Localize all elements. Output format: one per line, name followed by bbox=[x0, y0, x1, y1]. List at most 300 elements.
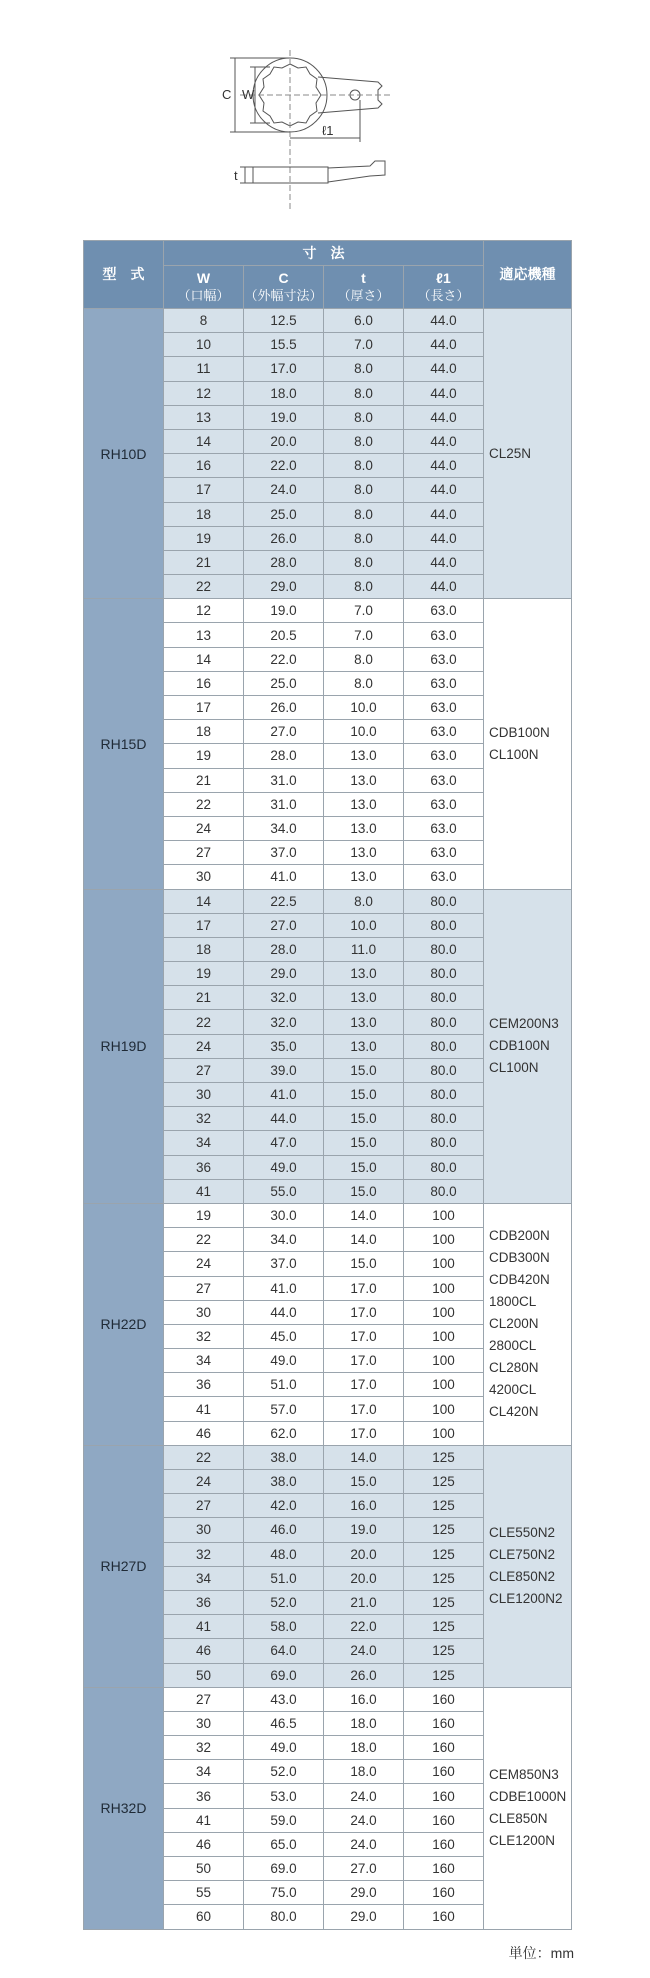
t-cell: 22.0 bbox=[324, 1615, 404, 1639]
w-cell: 19 bbox=[164, 962, 244, 986]
w-cell: 30 bbox=[164, 1083, 244, 1107]
t-label: t bbox=[234, 168, 238, 183]
w-cell: 19 bbox=[164, 526, 244, 550]
t-cell: 14.0 bbox=[324, 1203, 404, 1227]
machine-name: CLE550N2 bbox=[489, 1525, 556, 1541]
header-model: 型 式 bbox=[84, 241, 164, 309]
model-cell: RH22D bbox=[84, 1203, 164, 1445]
header-dimensions: 寸 法 bbox=[164, 241, 484, 266]
c-cell: 22.5 bbox=[244, 889, 324, 913]
header-w-sym: W bbox=[196, 270, 211, 286]
l1-cell: 160 bbox=[404, 1711, 484, 1735]
t-cell: 24.0 bbox=[324, 1808, 404, 1832]
machine-name: CLE850N bbox=[489, 1811, 548, 1827]
l1-cell: 125 bbox=[404, 1542, 484, 1566]
t-cell: 8.0 bbox=[324, 478, 404, 502]
l1-cell: 44.0 bbox=[404, 502, 484, 526]
c-cell: 34.0 bbox=[244, 816, 324, 840]
l1-cell: 100 bbox=[404, 1228, 484, 1252]
t-cell: 17.0 bbox=[324, 1300, 404, 1324]
w-cell: 46 bbox=[164, 1421, 244, 1445]
table-row bbox=[84, 889, 572, 913]
l1-cell: 80.0 bbox=[404, 913, 484, 937]
t-cell: 13.0 bbox=[324, 768, 404, 792]
c-cell: 37.0 bbox=[244, 1252, 324, 1276]
l1-cell: 125 bbox=[404, 1615, 484, 1639]
w-cell: 24 bbox=[164, 1252, 244, 1276]
l1-cell: 125 bbox=[404, 1639, 484, 1663]
model-cell: RH19D bbox=[84, 889, 164, 1203]
c-cell: 57.0 bbox=[244, 1397, 324, 1421]
w-cell: 17 bbox=[164, 696, 244, 720]
t-cell: 8.0 bbox=[324, 550, 404, 574]
unit-note: 単位：mm bbox=[508, 1945, 574, 1961]
c-cell: 49.0 bbox=[244, 1736, 324, 1760]
t-cell: 13.0 bbox=[324, 792, 404, 816]
t-cell: 13.0 bbox=[324, 744, 404, 768]
c-cell: 26.0 bbox=[244, 526, 324, 550]
machine-name: CL25N bbox=[489, 445, 532, 461]
w-cell: 24 bbox=[164, 1034, 244, 1058]
t-cell: 13.0 bbox=[324, 1034, 404, 1058]
l1-cell: 63.0 bbox=[404, 768, 484, 792]
header-w-desc: （口幅） bbox=[177, 288, 230, 303]
t-cell: 13.0 bbox=[324, 865, 404, 889]
table-row bbox=[84, 1203, 572, 1227]
c-cell: 69.0 bbox=[244, 1857, 324, 1881]
l1-cell: 100 bbox=[404, 1203, 484, 1227]
t-cell: 15.0 bbox=[324, 1107, 404, 1131]
model-cell: RH32D bbox=[84, 1687, 164, 1929]
machine-name: CL200N bbox=[489, 1316, 539, 1332]
l1-cell: 44.0 bbox=[404, 550, 484, 574]
machine-name: CLE850N2 bbox=[489, 1569, 556, 1585]
c-cell: 75.0 bbox=[244, 1881, 324, 1905]
machines-cell bbox=[484, 309, 572, 599]
l1-cell: 125 bbox=[404, 1470, 484, 1494]
w-cell: 36 bbox=[164, 1590, 244, 1614]
c-cell: 44.0 bbox=[244, 1300, 324, 1324]
c-cell: 41.0 bbox=[244, 865, 324, 889]
w-cell: 8 bbox=[164, 309, 244, 333]
t-cell: 11.0 bbox=[324, 937, 404, 961]
c-cell: 32.0 bbox=[244, 986, 324, 1010]
w-cell: 21 bbox=[164, 768, 244, 792]
machine-name: CL100N bbox=[489, 1060, 539, 1076]
t-cell: 15.0 bbox=[324, 1083, 404, 1107]
c-cell: 25.0 bbox=[244, 671, 324, 695]
c-cell: 46.5 bbox=[244, 1711, 324, 1735]
c-cell: 28.0 bbox=[244, 744, 324, 768]
c-cell: 22.0 bbox=[244, 647, 324, 671]
c-cell: 19.0 bbox=[244, 599, 324, 623]
t-cell: 8.0 bbox=[324, 889, 404, 913]
l1-cell: 63.0 bbox=[404, 792, 484, 816]
l1-cell: 160 bbox=[404, 1687, 484, 1711]
c-cell: 34.0 bbox=[244, 1228, 324, 1252]
l1-cell: 44.0 bbox=[404, 357, 484, 381]
c-cell: 49.0 bbox=[244, 1349, 324, 1373]
w-cell: 22 bbox=[164, 575, 244, 599]
machine-name: CEM850N3 bbox=[489, 1767, 559, 1783]
header-t-sym: t bbox=[361, 270, 366, 286]
t-cell: 17.0 bbox=[324, 1276, 404, 1300]
l1-cell: 100 bbox=[404, 1276, 484, 1300]
l1-cell: 80.0 bbox=[404, 1034, 484, 1058]
t-cell: 18.0 bbox=[324, 1736, 404, 1760]
c-cell: 45.0 bbox=[244, 1324, 324, 1348]
w-cell: 34 bbox=[164, 1349, 244, 1373]
l1-cell: 160 bbox=[404, 1736, 484, 1760]
c-cell: 53.0 bbox=[244, 1784, 324, 1808]
t-cell: 17.0 bbox=[324, 1421, 404, 1445]
c-cell: 47.0 bbox=[244, 1131, 324, 1155]
l1-cell: 80.0 bbox=[404, 1179, 484, 1203]
l1-cell: 44.0 bbox=[404, 478, 484, 502]
c-cell: 52.0 bbox=[244, 1590, 324, 1614]
l1-cell: 80.0 bbox=[404, 889, 484, 913]
c-cell: 38.0 bbox=[244, 1445, 324, 1469]
c-cell: 31.0 bbox=[244, 768, 324, 792]
t-cell: 7.0 bbox=[324, 599, 404, 623]
c-cell: 35.0 bbox=[244, 1034, 324, 1058]
w-cell: 18 bbox=[164, 937, 244, 961]
t-cell: 8.0 bbox=[324, 526, 404, 550]
w-cell: 17 bbox=[164, 913, 244, 937]
c-cell: 59.0 bbox=[244, 1808, 324, 1832]
header-c-sym: C bbox=[278, 270, 289, 286]
machine-name: CDB420N bbox=[489, 1272, 550, 1288]
c-cell: 64.0 bbox=[244, 1639, 324, 1663]
t-cell: 7.0 bbox=[324, 623, 404, 647]
t-cell: 13.0 bbox=[324, 841, 404, 865]
t-cell: 13.0 bbox=[324, 816, 404, 840]
l1-cell: 80.0 bbox=[404, 1058, 484, 1082]
c-cell: 62.0 bbox=[244, 1421, 324, 1445]
machine-name: CDBE1000N bbox=[489, 1789, 567, 1805]
w-cell: 41 bbox=[164, 1808, 244, 1832]
l1-cell: 63.0 bbox=[404, 720, 484, 744]
model-cell: RH10D bbox=[84, 309, 164, 599]
c-cell: 41.0 bbox=[244, 1276, 324, 1300]
c-cell: 55.0 bbox=[244, 1179, 324, 1203]
t-cell: 15.0 bbox=[324, 1252, 404, 1276]
c-cell: 44.0 bbox=[244, 1107, 324, 1131]
c-cell: 39.0 bbox=[244, 1058, 324, 1082]
l1-cell: 160 bbox=[404, 1905, 484, 1929]
l1-cell: 160 bbox=[404, 1808, 484, 1832]
t-cell: 15.0 bbox=[324, 1155, 404, 1179]
t-cell: 13.0 bbox=[324, 986, 404, 1010]
w-cell: 50 bbox=[164, 1857, 244, 1881]
t-cell: 10.0 bbox=[324, 913, 404, 937]
w-cell: 34 bbox=[164, 1131, 244, 1155]
c-cell: 65.0 bbox=[244, 1832, 324, 1856]
t-cell: 15.0 bbox=[324, 1058, 404, 1082]
w-cell: 30 bbox=[164, 1711, 244, 1735]
machine-name: CLE1200N2 bbox=[489, 1591, 563, 1607]
t-cell: 27.0 bbox=[324, 1857, 404, 1881]
w-cell: 14 bbox=[164, 647, 244, 671]
w-cell: 27 bbox=[164, 1276, 244, 1300]
t-cell: 16.0 bbox=[324, 1687, 404, 1711]
w-cell: 27 bbox=[164, 1494, 244, 1518]
c-cell: 69.0 bbox=[244, 1663, 324, 1687]
t-cell: 24.0 bbox=[324, 1639, 404, 1663]
l1-cell: 160 bbox=[404, 1784, 484, 1808]
l1-cell: 80.0 bbox=[404, 937, 484, 961]
c-cell: 29.0 bbox=[244, 575, 324, 599]
header-t bbox=[324, 266, 404, 309]
w-cell: 18 bbox=[164, 720, 244, 744]
machine-name: CLE750N2 bbox=[489, 1547, 556, 1563]
w-cell: 41 bbox=[164, 1397, 244, 1421]
table-row bbox=[84, 1445, 572, 1469]
l1-cell: 100 bbox=[404, 1324, 484, 1348]
l1-cell: 44.0 bbox=[404, 405, 484, 429]
w-cell: 55 bbox=[164, 1881, 244, 1905]
machine-name: CDB200N bbox=[489, 1228, 550, 1244]
w-cell: 12 bbox=[164, 381, 244, 405]
w-cell: 36 bbox=[164, 1155, 244, 1179]
table-row bbox=[84, 309, 572, 333]
header-l1-desc: （長さ） bbox=[417, 288, 470, 303]
machines-cell bbox=[484, 599, 572, 889]
c-cell: 49.0 bbox=[244, 1155, 324, 1179]
t-cell: 18.0 bbox=[324, 1760, 404, 1784]
c-cell: 31.0 bbox=[244, 792, 324, 816]
machine-name: CDB100N bbox=[489, 724, 550, 740]
c-label: C bbox=[222, 87, 232, 102]
w-cell: 22 bbox=[164, 1010, 244, 1034]
l1-cell: 125 bbox=[404, 1445, 484, 1469]
t-cell: 7.0 bbox=[324, 333, 404, 357]
machine-name: CL280N bbox=[489, 1360, 539, 1376]
c-cell: 28.0 bbox=[244, 550, 324, 574]
w-cell: 13 bbox=[164, 623, 244, 647]
t-cell: 17.0 bbox=[324, 1324, 404, 1348]
machines-cell bbox=[484, 1445, 572, 1687]
c-cell: 42.0 bbox=[244, 1494, 324, 1518]
machine-name: 2800CL bbox=[489, 1338, 537, 1354]
l1-cell: 160 bbox=[404, 1881, 484, 1905]
l1-cell: 160 bbox=[404, 1760, 484, 1784]
w-cell: 27 bbox=[164, 1687, 244, 1711]
w-cell: 21 bbox=[164, 986, 244, 1010]
l1-cell: 100 bbox=[404, 1397, 484, 1421]
t-cell: 24.0 bbox=[324, 1832, 404, 1856]
t-cell: 21.0 bbox=[324, 1590, 404, 1614]
c-cell: 46.0 bbox=[244, 1518, 324, 1542]
c-cell: 17.0 bbox=[244, 357, 324, 381]
w-cell: 30 bbox=[164, 1300, 244, 1324]
machine-name: CEM200N3 bbox=[489, 1016, 559, 1032]
machine-name: CDB300N bbox=[489, 1250, 550, 1266]
t-cell: 8.0 bbox=[324, 454, 404, 478]
spec-table bbox=[83, 240, 572, 1930]
header-l1 bbox=[404, 266, 484, 309]
l1-cell: 44.0 bbox=[404, 575, 484, 599]
model-cell: RH15D bbox=[84, 599, 164, 889]
t-cell: 8.0 bbox=[324, 381, 404, 405]
w-cell: 14 bbox=[164, 429, 244, 453]
c-cell: 80.0 bbox=[244, 1905, 324, 1929]
t-cell: 8.0 bbox=[324, 405, 404, 429]
l1-cell: 125 bbox=[404, 1663, 484, 1687]
l1-cell: 44.0 bbox=[404, 454, 484, 478]
c-cell: 43.0 bbox=[244, 1687, 324, 1711]
machine-name: CLE1200N bbox=[489, 1833, 556, 1849]
w-cell: 19 bbox=[164, 1203, 244, 1227]
t-cell: 8.0 bbox=[324, 429, 404, 453]
l1-cell: 63.0 bbox=[404, 696, 484, 720]
table-row bbox=[84, 1687, 572, 1711]
w-cell: 24 bbox=[164, 816, 244, 840]
t-cell: 10.0 bbox=[324, 696, 404, 720]
l1-cell: 63.0 bbox=[404, 671, 484, 695]
machines-cell bbox=[484, 1203, 572, 1445]
l1-cell: 44.0 bbox=[404, 333, 484, 357]
l1-cell: 63.0 bbox=[404, 623, 484, 647]
c-cell: 20.5 bbox=[244, 623, 324, 647]
l1-cell: 100 bbox=[404, 1252, 484, 1276]
w-cell: 30 bbox=[164, 1518, 244, 1542]
machine-name: CL420N bbox=[489, 1404, 539, 1420]
t-cell: 16.0 bbox=[324, 1494, 404, 1518]
c-cell: 20.0 bbox=[244, 429, 324, 453]
c-cell: 51.0 bbox=[244, 1373, 324, 1397]
t-cell: 15.0 bbox=[324, 1131, 404, 1155]
w-cell: 11 bbox=[164, 357, 244, 381]
wrench-head-diagram bbox=[210, 40, 450, 210]
t-cell: 6.0 bbox=[324, 309, 404, 333]
l1-cell: 100 bbox=[404, 1349, 484, 1373]
w-cell: 41 bbox=[164, 1615, 244, 1639]
c-cell: 41.0 bbox=[244, 1083, 324, 1107]
w-cell: 36 bbox=[164, 1373, 244, 1397]
w-cell: 46 bbox=[164, 1832, 244, 1856]
w-cell: 27 bbox=[164, 1058, 244, 1082]
header-c-desc: （外幅寸法） bbox=[244, 288, 323, 303]
l1-cell: 44.0 bbox=[404, 309, 484, 333]
c-cell: 52.0 bbox=[244, 1760, 324, 1784]
w-cell: 22 bbox=[164, 1445, 244, 1469]
t-cell: 15.0 bbox=[324, 1470, 404, 1494]
c-cell: 28.0 bbox=[244, 937, 324, 961]
w-cell: 60 bbox=[164, 1905, 244, 1929]
c-cell: 51.0 bbox=[244, 1566, 324, 1590]
l1-cell: 160 bbox=[404, 1832, 484, 1856]
l1-cell: 63.0 bbox=[404, 647, 484, 671]
w-cell: 18 bbox=[164, 502, 244, 526]
w-cell: 16 bbox=[164, 454, 244, 478]
w-cell: 13 bbox=[164, 405, 244, 429]
l1-cell: 63.0 bbox=[404, 744, 484, 768]
t-cell: 13.0 bbox=[324, 962, 404, 986]
w-cell: 16 bbox=[164, 671, 244, 695]
t-cell: 17.0 bbox=[324, 1349, 404, 1373]
l1-cell: 125 bbox=[404, 1518, 484, 1542]
t-cell: 29.0 bbox=[324, 1905, 404, 1929]
t-cell: 8.0 bbox=[324, 575, 404, 599]
machine-name: CL100N bbox=[489, 746, 539, 762]
c-cell: 29.0 bbox=[244, 962, 324, 986]
w-cell: 46 bbox=[164, 1639, 244, 1663]
l1-cell: 125 bbox=[404, 1590, 484, 1614]
w-cell: 22 bbox=[164, 1228, 244, 1252]
t-cell: 10.0 bbox=[324, 720, 404, 744]
c-cell: 26.0 bbox=[244, 696, 324, 720]
c-cell: 24.0 bbox=[244, 478, 324, 502]
l1-cell: 80.0 bbox=[404, 1131, 484, 1155]
w-cell: 12 bbox=[164, 599, 244, 623]
w-cell: 32 bbox=[164, 1107, 244, 1131]
w-cell: 14 bbox=[164, 889, 244, 913]
t-cell: 14.0 bbox=[324, 1445, 404, 1469]
machine-name: 4200CL bbox=[489, 1382, 537, 1398]
w-cell: 34 bbox=[164, 1760, 244, 1784]
c-cell: 32.0 bbox=[244, 1010, 324, 1034]
t-cell: 8.0 bbox=[324, 671, 404, 695]
l1-cell: 80.0 bbox=[404, 1155, 484, 1179]
c-cell: 18.0 bbox=[244, 381, 324, 405]
c-cell: 12.5 bbox=[244, 309, 324, 333]
l1-cell: 80.0 bbox=[404, 986, 484, 1010]
l1-cell: 160 bbox=[404, 1857, 484, 1881]
c-cell: 48.0 bbox=[244, 1542, 324, 1566]
c-cell: 27.0 bbox=[244, 913, 324, 937]
c-cell: 38.0 bbox=[244, 1470, 324, 1494]
model-cell: RH27D bbox=[84, 1445, 164, 1687]
t-cell: 20.0 bbox=[324, 1542, 404, 1566]
c-cell: 22.0 bbox=[244, 454, 324, 478]
w-cell: 41 bbox=[164, 1179, 244, 1203]
c-cell: 30.0 bbox=[244, 1203, 324, 1227]
t-cell: 17.0 bbox=[324, 1373, 404, 1397]
c-cell: 19.0 bbox=[244, 405, 324, 429]
w-cell: 50 bbox=[164, 1663, 244, 1687]
t-cell: 29.0 bbox=[324, 1881, 404, 1905]
l1-cell: 44.0 bbox=[404, 381, 484, 405]
t-cell: 26.0 bbox=[324, 1663, 404, 1687]
l1-cell: 63.0 bbox=[404, 865, 484, 889]
w-cell: 17 bbox=[164, 478, 244, 502]
t-cell: 24.0 bbox=[324, 1784, 404, 1808]
w-cell: 32 bbox=[164, 1324, 244, 1348]
w-cell: 34 bbox=[164, 1566, 244, 1590]
header-l1-sym: ℓ1 bbox=[436, 270, 451, 286]
t-cell: 13.0 bbox=[324, 1010, 404, 1034]
header-c bbox=[244, 266, 324, 309]
l1-cell: 44.0 bbox=[404, 526, 484, 550]
t-cell: 8.0 bbox=[324, 647, 404, 671]
t-cell: 19.0 bbox=[324, 1518, 404, 1542]
t-cell: 14.0 bbox=[324, 1228, 404, 1252]
t-cell: 18.0 bbox=[324, 1711, 404, 1735]
header-t-desc: （厚さ） bbox=[337, 288, 390, 303]
l1-cell: 63.0 bbox=[404, 841, 484, 865]
l1-cell: 63.0 bbox=[404, 816, 484, 840]
l1-cell: 80.0 bbox=[404, 1107, 484, 1131]
l1-cell: 80.0 bbox=[404, 1010, 484, 1034]
w-cell: 10 bbox=[164, 333, 244, 357]
l1-cell: 100 bbox=[404, 1373, 484, 1397]
c-cell: 25.0 bbox=[244, 502, 324, 526]
w-cell: 36 bbox=[164, 1784, 244, 1808]
l1-cell: 125 bbox=[404, 1494, 484, 1518]
machines-cell bbox=[484, 889, 572, 1203]
c-cell: 37.0 bbox=[244, 841, 324, 865]
